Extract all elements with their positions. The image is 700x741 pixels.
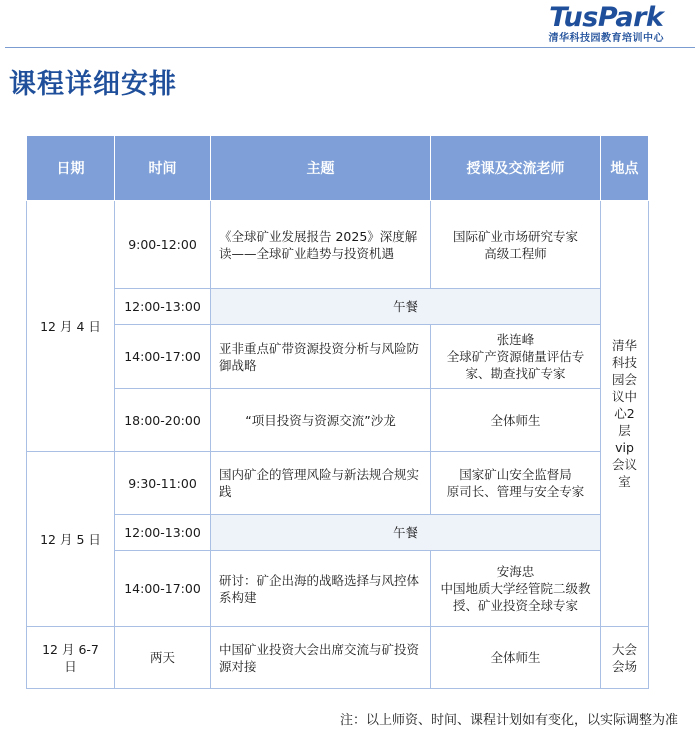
lunch-cell: 午餐	[211, 515, 601, 551]
topic-cell: 亚非重点矿带资源投资分析与风险防御战略	[211, 325, 431, 389]
header-date: 日期	[27, 136, 115, 201]
footnote: 注：以上师资、时间、课程计划如有变化，以实际调整为准	[339, 713, 678, 728]
tuspark-logo	[549, 4, 665, 45]
logo-subtitle: 清华科技园教育培训中心	[548, 33, 664, 44]
time-cell: 14:00-17:00	[115, 325, 211, 389]
page-title: 课程详细安排	[9, 69, 177, 100]
topic-cell: 国内矿企的管理风险与新法规合规实践	[211, 452, 431, 515]
table-row	[27, 452, 649, 515]
topic-cell: “项目投资与资源交流”沙龙	[211, 389, 431, 452]
table-row	[27, 389, 649, 452]
teacher-cell: 全体师生	[431, 627, 601, 689]
time-cell: 9:30-11:00	[115, 452, 211, 515]
table-row	[27, 627, 649, 689]
table-row	[27, 551, 649, 627]
header-time: 时间	[115, 136, 211, 201]
time-cell: 14:00-17:00	[115, 551, 211, 627]
teacher-cell: 国际矿业市场研究专家 高级工程师	[431, 201, 601, 289]
date-cell: 12 月 5 日	[27, 452, 115, 627]
time-cell: 18:00-20:00	[115, 389, 211, 452]
teacher-cell: 全体师生	[431, 389, 601, 452]
table-row	[27, 201, 649, 289]
venue-cell: 清华科技园会议中心2层vip会议室	[601, 201, 649, 627]
header-teacher: 授课及交流老师	[431, 136, 601, 201]
topic-cell: 中国矿业投资大会出席交流与矿投资源对接	[211, 627, 431, 689]
time-cell: 两天	[115, 627, 211, 689]
table-header-row	[27, 136, 649, 201]
lunch-cell: 午餐	[211, 289, 601, 325]
teacher-cell: 张连峰 全球矿产资源储量评估专家、勘查找矿专家	[431, 325, 601, 389]
table-row	[27, 289, 649, 325]
date-cell: 12 月 6-7 日	[27, 627, 115, 689]
topic-cell: 研讨：矿企出海的战略选择与风控体系构建	[211, 551, 431, 627]
logo-wordmark: TusPark	[549, 2, 664, 33]
topic-cell: 《全球矿业发展报告 2025》深度解读——全球矿业趋势与投资机遇	[211, 201, 431, 289]
header-divider	[5, 47, 695, 48]
time-cell: 12:00-13:00	[115, 515, 211, 551]
teacher-cell: 国家矿山安全监督局 原司长、管理与安全专家	[431, 452, 601, 515]
table-row	[27, 515, 649, 551]
time-cell: 12:00-13:00	[115, 289, 211, 325]
table-row	[27, 325, 649, 389]
venue-cell: 大会会场	[601, 627, 649, 689]
header-venue: 地点	[601, 136, 649, 201]
header-topic: 主题	[211, 136, 431, 201]
date-cell: 12 月 4 日	[27, 201, 115, 452]
time-cell: 9:00-12:00	[115, 201, 211, 289]
teacher-cell: 安海忠 中国地质大学经管院二级教授、矿业投资全球专家	[431, 551, 601, 627]
schedule-table	[26, 135, 649, 689]
